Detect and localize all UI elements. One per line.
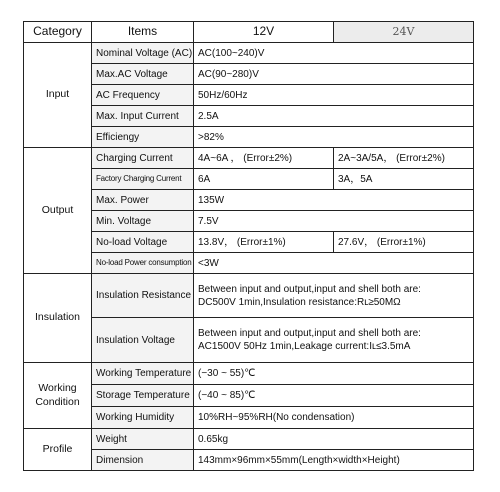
item-label: Factory Charging Current <box>92 169 194 190</box>
category-profile: Profile <box>24 429 92 471</box>
item-value <box>194 274 474 318</box>
item-label: Insulation Voltage <box>92 318 194 363</box>
table-row <box>24 407 474 429</box>
value-24v: 27.6V， (Error±1%) <box>334 232 474 253</box>
table-row <box>24 148 474 169</box>
category-insulation: Insulation <box>24 274 92 363</box>
table-row <box>24 127 474 148</box>
item-label: Storage Temperature <box>92 385 194 407</box>
item-label: Charging Current <box>92 148 194 169</box>
value-line: Between input and output,input and shell both are: <box>198 283 421 295</box>
header-row <box>24 22 474 43</box>
item-value: (−40 ~ 85)℃ <box>194 385 474 407</box>
table-row <box>24 450 474 471</box>
item-label: Max. Input Current <box>92 106 194 127</box>
table-row <box>24 106 474 127</box>
value-24v: 3A，5A <box>334 169 474 190</box>
item-value: AC(90~280)V <box>194 64 474 85</box>
item-label: No-load Voltage <box>92 232 194 253</box>
header-24v: 24V <box>334 22 474 43</box>
header-category: Category <box>24 22 92 43</box>
item-label: Working Temperature <box>92 363 194 385</box>
value-12v: 4A~6A ， (Error±2%) <box>194 148 334 169</box>
item-value: AC(100~240)V <box>194 43 474 64</box>
item-label: Min. Voltage <box>92 211 194 232</box>
table-row <box>24 363 474 385</box>
table-row <box>24 253 474 274</box>
item-label: Weight <box>92 429 194 450</box>
category-input: Input <box>24 43 92 148</box>
item-value: 10%RH~95%RH(No condensation) <box>194 407 474 429</box>
value-line: DC500V 1min,Insulation resistance:Rʟ≥50MΩ <box>198 296 401 308</box>
item-label: No-load Power consumption <box>92 253 194 274</box>
category-output: Output <box>24 148 92 274</box>
item-value: <3W <box>194 253 474 274</box>
item-label: Nominal Voltage (AC) <box>92 43 194 64</box>
table-row <box>24 211 474 232</box>
category-working-condition: Working Condition <box>24 363 92 429</box>
value-24v: 2A~3A/5A， (Error±2%) <box>334 148 474 169</box>
item-value: 143mm×96mm×55mm(Length×width×Height) <box>194 450 474 471</box>
table-row <box>24 169 474 190</box>
item-value: 2.5A <box>194 106 474 127</box>
item-value: 0.65kg <box>194 429 474 450</box>
item-value <box>194 318 474 363</box>
table-row <box>24 190 474 211</box>
item-value: 7.5V <box>194 211 474 232</box>
item-value: 50Hz/60Hz <box>194 85 474 106</box>
item-label: Working Humidity <box>92 407 194 429</box>
value-line: Between input and output,input and shell both are: <box>198 328 421 339</box>
table-row <box>24 43 474 64</box>
item-value: (−30 ~ 55)℃ <box>194 363 474 385</box>
spec-table <box>23 21 474 471</box>
table-row <box>24 85 474 106</box>
header-12v: 12V <box>194 22 334 43</box>
table-row <box>24 429 474 450</box>
table-row <box>24 385 474 407</box>
item-label: Insulation Resistance <box>92 274 194 318</box>
item-value: 135W <box>194 190 474 211</box>
item-label: Max. Power <box>92 190 194 211</box>
value-12v: 6A <box>194 169 334 190</box>
item-label: Efficiengy <box>92 127 194 148</box>
item-label: Max.AC Voltage <box>92 64 194 85</box>
header-items: Items <box>92 22 194 43</box>
table-row <box>24 64 474 85</box>
table-row <box>24 274 474 318</box>
value-line: AC1500V 50Hz 1min,Leakage current:Iʟ≤3.5mA <box>198 341 411 352</box>
table-row <box>24 232 474 253</box>
value-12v: 13.8V， (Error±1%) <box>194 232 334 253</box>
table-row <box>24 318 474 363</box>
item-label: AC Frequency <box>92 85 194 106</box>
item-value: >82% <box>194 127 474 148</box>
item-label: Dimension <box>92 450 194 471</box>
